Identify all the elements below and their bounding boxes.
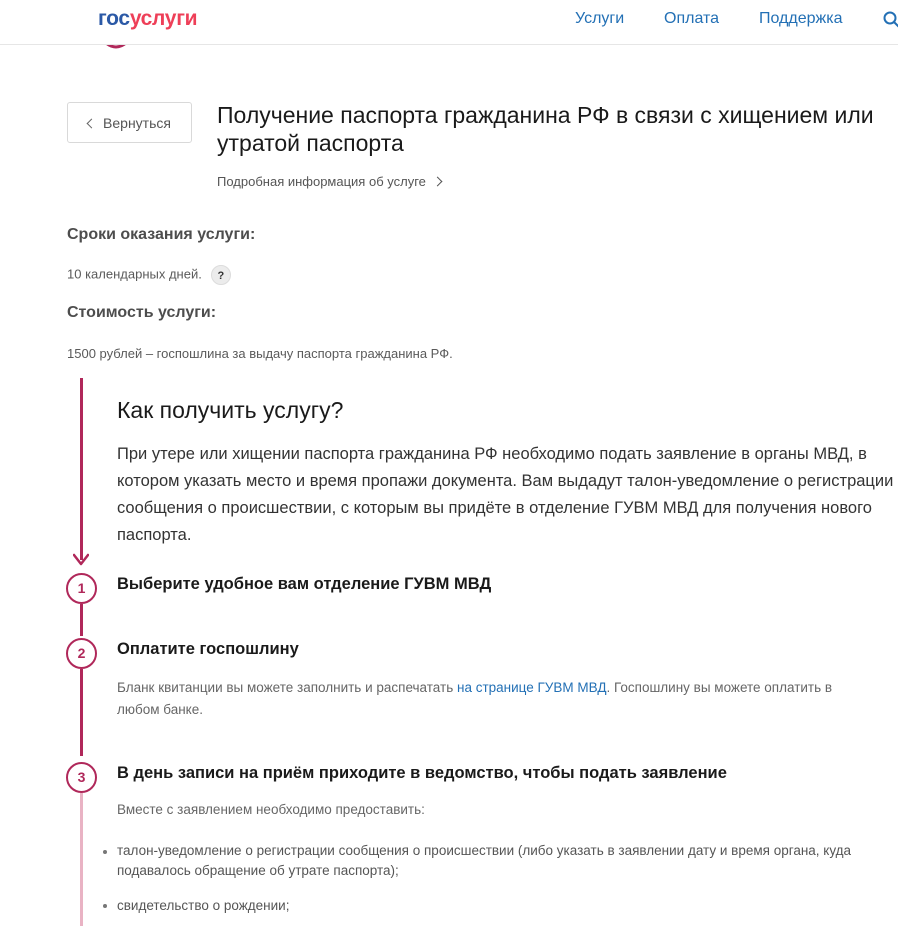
how-to-get-text: При утере или хищении паспорта гражданина РФ необходимо подать заявление в органы МВД, в котором указать место и время пропажи документа. Вам выдадут талон-уведомление о регистрации сообщения о происшествии, с которым вы придёте в отделение ГУВМ МВД для получения нового паспорта. bbox=[117, 445, 894, 544]
step-number-3: 3 bbox=[66, 762, 97, 793]
page-title: Получение паспорта гражданина РФ в связи с хищением или утратой паспорта bbox=[217, 102, 874, 156]
timeline-line bbox=[80, 793, 83, 926]
terms-value-row bbox=[67, 265, 231, 285]
step-3-text: Вместе с заявлением необходимо предоставить: bbox=[117, 802, 425, 817]
step-number-1: 1 bbox=[66, 573, 97, 604]
nav-payment[interactable]: Оплата bbox=[664, 10, 720, 27]
step-1-title: Выберите удобное вам отделение ГУВМ МВД bbox=[117, 575, 492, 593]
terms-heading: Сроки оказания услуги: bbox=[67, 226, 256, 243]
timeline-line bbox=[80, 378, 83, 560]
step-2-text-before: Бланк квитанции вы можете заполнить и распечатать bbox=[117, 680, 457, 695]
logo-part-gos: гос bbox=[98, 7, 130, 30]
timeline-line bbox=[80, 669, 83, 756]
step-3-title: В день записи на приём приходите в ведомство, чтобы подать заявление bbox=[117, 764, 727, 782]
how-to-get-title: Как получить услугу? bbox=[117, 397, 344, 423]
back-button[interactable] bbox=[67, 102, 192, 143]
chevron-left-icon bbox=[87, 118, 97, 128]
step-2-title: Оплатите госпошлину bbox=[117, 640, 299, 658]
nav-support[interactable]: Поддержка bbox=[759, 10, 843, 27]
cost-heading: Стоимость услуги: bbox=[67, 304, 217, 321]
gosuslugi-logo[interactable] bbox=[98, 7, 197, 31]
guvm-page-link[interactable]: на странице ГУВМ МВД bbox=[456, 680, 607, 695]
step-number-2: 2 bbox=[66, 638, 97, 669]
list-item: свидетельство о рождении; bbox=[117, 898, 290, 913]
chevron-right-icon bbox=[432, 177, 442, 187]
bullet-icon bbox=[103, 850, 107, 854]
top-header bbox=[0, 0, 898, 45]
step-2-text-after: . Госпошлину вы можете оплатить в любом банке. bbox=[117, 680, 833, 717]
bullet-icon bbox=[103, 904, 107, 908]
search-icon[interactable] bbox=[882, 10, 898, 30]
arrow-down-icon bbox=[73, 553, 89, 567]
logo-part-uslugi: услуги bbox=[129, 7, 198, 30]
list-item: талон-уведомление о регистрации сообщения о происшествии (либо указать в заявлении дату и время органа, куда подавалось обращение об утрате паспорта); bbox=[117, 843, 852, 878]
help-icon[interactable]: ? bbox=[211, 265, 231, 285]
nav-services[interactable]: Услуги bbox=[575, 10, 625, 27]
step-2-text bbox=[117, 677, 847, 721]
service-info-link-label: Подробная информация об услуге bbox=[217, 174, 426, 189]
service-info-link[interactable] bbox=[217, 174, 441, 189]
timeline-line bbox=[80, 604, 83, 636]
cost-value: 1500 рублей – госпошлина за выдачу паспорта гражданина РФ. bbox=[67, 346, 453, 361]
terms-value: 10 календарных дней. bbox=[67, 266, 202, 282]
back-button-label: Вернуться bbox=[103, 114, 171, 131]
